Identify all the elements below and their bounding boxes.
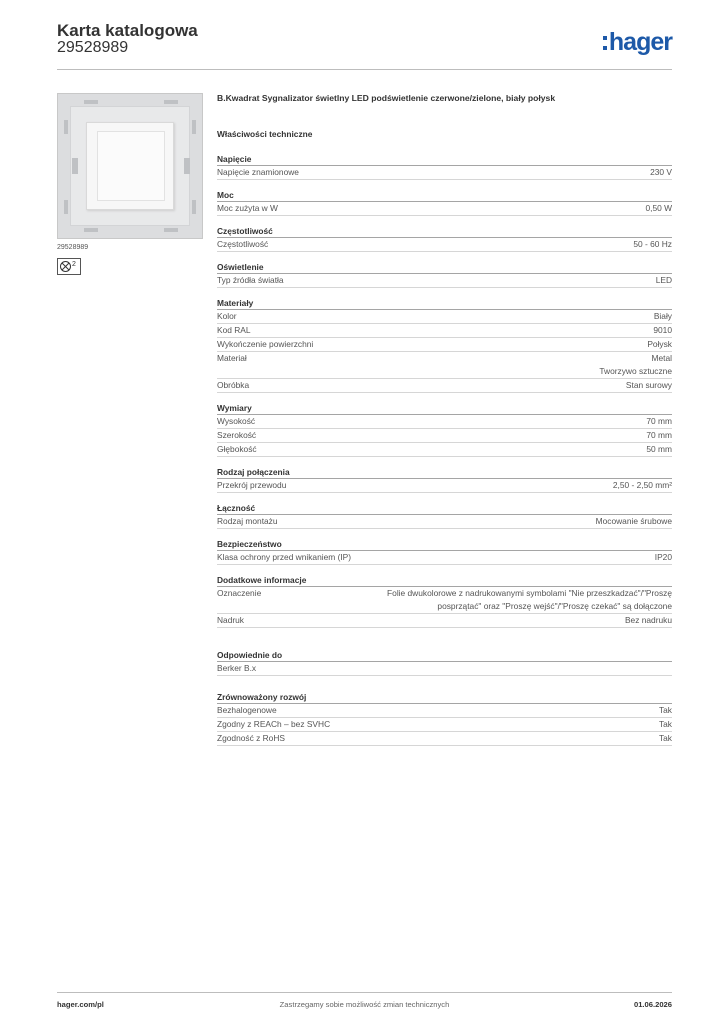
spec-value: LED (655, 275, 672, 285)
spec-row (217, 587, 672, 614)
spec-row (217, 429, 672, 443)
spec-row (217, 352, 672, 379)
spec-label: Berker B.x (217, 663, 257, 673)
spec-label: Napięcie znamionowe (217, 167, 299, 177)
spec-value: 2,50 - 2,50 mm² (612, 480, 672, 490)
spec-value: 50 - 60 Hz (633, 239, 672, 249)
spec-row (217, 479, 672, 493)
group-title: Napięcie (217, 153, 672, 166)
spec-row (217, 324, 672, 338)
image-item-code: 29528989 (57, 244, 89, 251)
spec-value: Tak (658, 705, 672, 715)
technical-groups (217, 153, 672, 628)
suitable-group (217, 649, 672, 676)
lamp-symbol-icon (57, 258, 81, 275)
spec-row (217, 515, 672, 529)
spec-label: Częstotliwość (217, 239, 269, 249)
spec-row (217, 379, 672, 393)
spec-row (217, 551, 672, 565)
symbol-superscript: 2 (72, 261, 76, 268)
product-photo (57, 93, 203, 239)
spec-value: 50 mm (646, 444, 672, 454)
document-title: Karta katalogowa (57, 21, 198, 40)
spec-label: Przekrój przewodu (217, 480, 287, 490)
spec-row (217, 338, 672, 352)
spec-group (217, 538, 672, 565)
spec-row (217, 274, 672, 288)
group-title: Moc (217, 189, 672, 202)
signal-light-face (86, 122, 174, 210)
sustainability-group (217, 691, 672, 746)
spec-row (217, 166, 672, 180)
spec-value: 70 mm (646, 430, 672, 440)
group-title: Odpowiednie do (217, 649, 672, 662)
spec-label: Nadruk (217, 615, 244, 625)
spec-group (217, 402, 672, 457)
spec-group (217, 466, 672, 493)
document-code: 29528989 (57, 39, 129, 56)
spec-label: Zgodny z REACh – bez SVHC (217, 719, 331, 729)
specification-column (217, 93, 672, 755)
spec-group (217, 574, 672, 628)
spec-group (217, 225, 672, 252)
spec-row (217, 662, 672, 676)
spec-group (217, 297, 672, 393)
spec-group (217, 261, 672, 288)
spec-group (217, 153, 672, 180)
spec-row (217, 732, 672, 746)
footer-note: Zastrzegamy sobie możliwość zmian technicznych (279, 1000, 450, 1009)
spec-row (217, 718, 672, 732)
hager-logo (603, 27, 672, 57)
spec-label: Kolor (217, 311, 237, 321)
spec-row (217, 443, 672, 457)
page-header (57, 20, 672, 70)
page-footer (57, 992, 672, 1013)
technical-properties-title: Właściwości techniczne (217, 129, 313, 139)
footer-website: hager.com/pl (57, 1000, 104, 1009)
spec-value: Tak (658, 719, 672, 729)
spec-row (217, 704, 672, 718)
group-title: Częstotliwość (217, 225, 672, 238)
spec-value: Tak (658, 733, 672, 743)
spec-label: Kod RAL (217, 325, 251, 335)
spec-value: 70 mm (646, 416, 672, 426)
group-title: Materiały (217, 297, 672, 310)
spec-value: Stan surowy (625, 380, 672, 390)
footer-date: 01.06.2026 (633, 1000, 672, 1009)
group-title: Dodatkowe informacje (217, 574, 672, 587)
spec-label: Zgodność z RoHS (217, 733, 285, 743)
spec-label: Bezhalogenowe (217, 705, 277, 715)
spec-label: Wykończenie powierzchni (217, 339, 314, 349)
spec-label: Materiał (217, 353, 247, 363)
logo-dots-icon (603, 36, 607, 50)
spec-value: Metal Tworzywo sztuczne (599, 353, 672, 376)
spec-label: Typ źródła światła (217, 275, 284, 285)
spec-row (217, 202, 672, 216)
product-image-column (57, 93, 203, 275)
spec-value: Biały (653, 311, 672, 321)
spec-value: Folie dwukolorowe z nadrukowanymi symbolami "Nie przeszkadzać"/"Proszę posprzątać" oraz "Proszę wejść"/"Proszę czekać" są dołączone (387, 588, 672, 611)
group-title: Zrównoważony rozwój (217, 691, 672, 704)
spec-label: Głębokość (217, 444, 257, 454)
spec-label: Szerokość (217, 430, 257, 440)
spec-row (217, 310, 672, 324)
spec-value: 230 V (650, 167, 672, 177)
spec-group (217, 189, 672, 216)
spec-row (217, 614, 672, 628)
spec-label: Wysokość (217, 416, 256, 426)
product-name: B.Kwadrat Sygnalizator świetlny LED podświetlenie czerwone/zielone, biały połysk (217, 93, 556, 103)
group-title: Oświetlenie (217, 261, 672, 274)
spec-value: IP20 (654, 552, 672, 562)
spec-value: Połysk (647, 339, 672, 349)
spec-label: Moc zużyta w W (217, 203, 278, 213)
logo-text: hager (608, 28, 672, 56)
spec-value: 9010 (653, 325, 672, 335)
group-title: Bezpieczeństwo (217, 538, 672, 551)
spec-value: Mocowanie śrubowe (595, 516, 672, 526)
spec-group (217, 502, 672, 529)
spec-value: 0,50 W (645, 203, 672, 213)
spec-label: Rodzaj montażu (217, 516, 278, 526)
spec-label: Oznaczenie (217, 588, 262, 598)
spec-label: Obróbka (217, 380, 250, 390)
group-title: Rodzaj połączenia (217, 466, 672, 479)
group-title: Łączność (217, 502, 672, 515)
spec-label: Klasa ochrony przed wnikaniem (IP) (217, 552, 352, 562)
spec-row (217, 238, 672, 252)
spec-row (217, 415, 672, 429)
spec-value: Bez nadruku (624, 615, 672, 625)
group-title: Wymiary (217, 402, 672, 415)
